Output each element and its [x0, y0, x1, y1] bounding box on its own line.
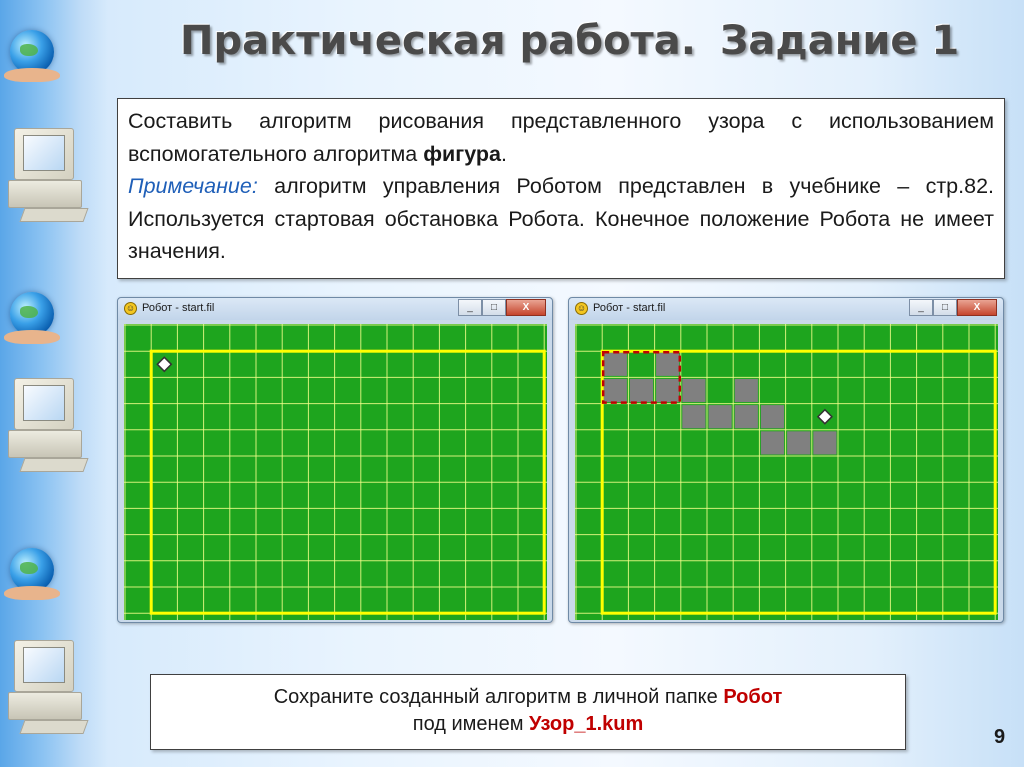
maximize-button[interactable]: □	[933, 299, 957, 316]
robot-field	[575, 324, 998, 620]
robot-marker	[157, 357, 171, 371]
window-titlebar	[118, 298, 552, 320]
robot-field-canvas	[575, 324, 998, 620]
file-name: Узор_1.kum	[529, 713, 644, 735]
task-text-end: .	[500, 141, 507, 166]
page-number: 9	[994, 726, 1006, 748]
painted-cell	[604, 353, 627, 376]
painted-cell	[656, 379, 679, 402]
task-description-box	[117, 98, 1005, 279]
window-title: Робот - start.fil	[593, 302, 666, 314]
task-text	[128, 105, 994, 170]
save-instruction-box	[150, 674, 906, 750]
robot-marker	[818, 410, 832, 424]
painted-cell	[735, 405, 758, 428]
task-keyword: фигура	[423, 141, 501, 166]
painted-cell	[761, 405, 784, 428]
robot-field-canvas	[124, 324, 547, 620]
painted-cell	[656, 353, 679, 376]
folder-name: Робот	[723, 686, 783, 708]
robot-window-start	[117, 297, 553, 623]
save-line-1	[151, 684, 905, 711]
title-right: Задание 1	[720, 18, 960, 64]
window-titlebar	[569, 298, 1003, 320]
hand-icon	[4, 586, 60, 600]
note-text	[128, 170, 994, 268]
task-text-main: Составить алгоритм рисования представленного узора с использованием вспомогательного алгоритма	[128, 109, 994, 166]
close-button[interactable]: X	[957, 299, 997, 316]
slide-title	[160, 18, 980, 78]
painted-cell	[787, 431, 810, 454]
decorative-side-strip	[0, 0, 108, 767]
save-text: под именем	[412, 713, 529, 735]
robot-app-icon: ☺	[576, 303, 587, 313]
minimize-button[interactable]: _	[909, 299, 933, 316]
painted-cell	[709, 405, 732, 428]
painted-cell	[630, 379, 653, 402]
robot-window-result	[568, 297, 1004, 623]
painted-cell	[682, 379, 705, 402]
maximize-button[interactable]: □	[482, 299, 506, 316]
painted-cell	[761, 431, 784, 454]
painted-cell	[682, 405, 705, 428]
robot-app-icon: ☺	[125, 303, 136, 313]
window-title: Робот - start.fil	[142, 302, 215, 314]
save-line-2	[151, 711, 905, 738]
minimize-button[interactable]: _	[458, 299, 482, 316]
save-text: Сохраните созданный алгоритм в личной папке	[273, 686, 724, 708]
hand-icon	[4, 68, 60, 82]
painted-cell	[604, 379, 627, 402]
robot-field	[124, 324, 547, 620]
painted-cell	[735, 379, 758, 402]
hand-icon	[4, 330, 60, 344]
note-body: алгоритм управления Роботом представлен в учебнике – стр.82. Используется стартовая обстановка Робота. Конечное положение Робота не имеет значения.	[128, 174, 994, 263]
title-left: Практическая работа.	[180, 18, 696, 64]
note-label: Примечание:	[128, 174, 258, 198]
painted-cell	[813, 431, 836, 454]
close-button[interactable]: X	[506, 299, 546, 316]
